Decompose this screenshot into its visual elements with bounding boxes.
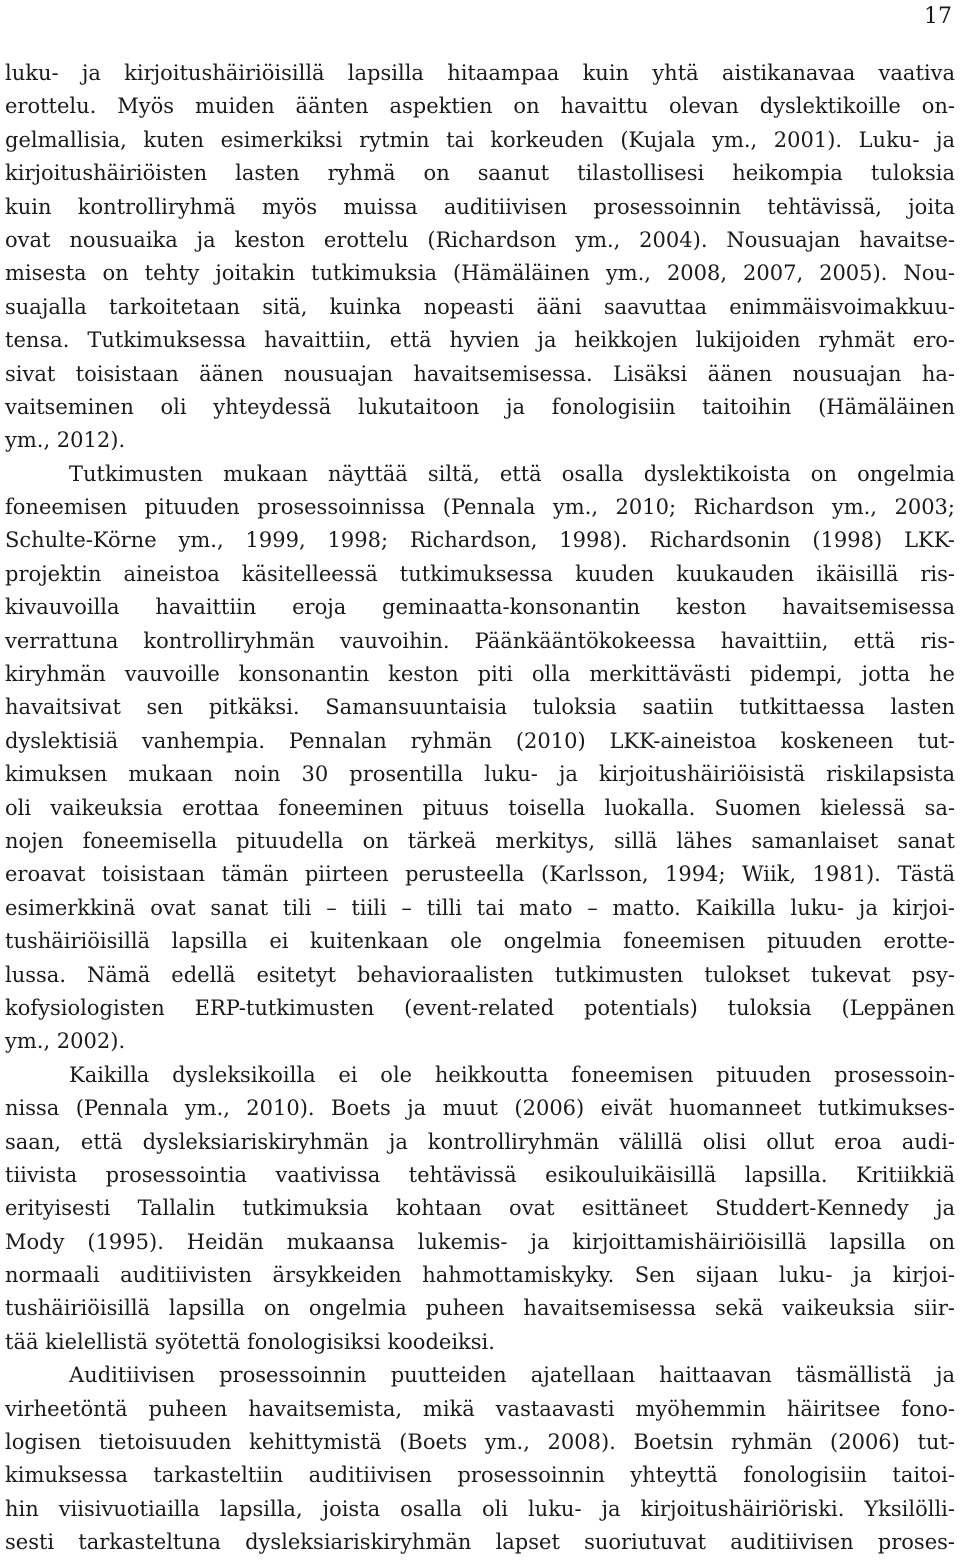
text-line: kiryhmän vauvoille konsonantin keston piti olla merkittävästi pidempi, jotta he [5,662,955,687]
text-line: Schulte-Körne ym., 1999, 1998; Richardson, 1998). Richardsonin (1998) LKK- [5,528,955,553]
text-line: luku- ja kirjoitushäiriöisillä lapsilla hitaampaa kuin yhtä aistikanavaa vaativa [5,61,955,85]
text-line: Auditiivisen prosessoinnin puutteiden ajatellaan haittaavan täsmällistä ja [69,1363,955,1388]
text-line: verrattuna kontrolliryhmän vauvoihin. Päänkääntökokeessa havaittiin, että ris- [5,628,955,653]
text-line: sesti tarkasteltuna dysleksiariskiryhmän lapset suoriutuvat auditiivisen proses- [5,1530,955,1555]
text-line: eroavat toisistaan tämän piirteen perusteella (Karlsson, 1994; Wiik, 1981). Tästä [5,862,955,887]
text-line: lussa. Nämä edellä esitetyt behavioraalisten tutkimusten tulokset tukevat psy- [5,962,955,987]
text-line: foneemisen pituuden prosessoinnissa (Pennala ym., 2010; Richardson ym., 2003; [5,495,955,520]
text-line: gelmallisia, kuten esimerkiksi rytmin tai korkeuden (Kujala ym., 2001). Luku- ja [5,127,955,152]
text-line: nojen foneemisella pituudella on tärkeä merkitys, sillä lähes samanlaiset sanat [5,828,955,853]
text-line: misesta on tehty joitakin tutkimuksia (Hämäläinen ym., 2008, 2007, 2005). Nou- [5,261,955,286]
text-line: tushäiriöisillä lapsilla ei kuitenkaan ole ongelmia foneemisen pituuden erotte- [5,929,955,954]
text-line: ym., 2002). [5,1029,126,1054]
text-line: kofysiologisten ERP-tutkimusten (event-related potentials) tuloksia (Leppänen [5,995,955,1020]
text-line: ym., 2012). [5,428,126,453]
text-line: kirjoitushäiriöisten lasten ryhmä on saanut tilastollisesi heikompia tuloksia [5,161,955,186]
text-line: hin viisivuotiailla lapsilla, joista osalla oli luku- ja kirjoitushäiriöriski. Yksilölli- [5,1496,955,1521]
text-line: tiivista prosessointia vaativissa tehtävissä esikouluikäisillä lapsilla. Kritiikkiä [5,1162,955,1187]
text-line: Kaikilla dysleksikoilla ei ole heikkoutta foneemisen pituuden prosessoin- [69,1062,955,1087]
text-line: logisen tietoisuuden kehittymistä (Boets ym., 2008). Boetsin ryhmän (2006) tut- [5,1430,955,1455]
text-line: tää kielellistä syötettä fonologisiksi koodeiksi. [5,1329,495,1354]
text-line: erottelu. Myös muiden äänten aspektien on havaittu olevan dyslektikoille on- [5,94,955,119]
text-line: Mody (1995). Heidän mukaansa lukemis- ja kirjoittamishäiriöisillä lapsilla on [5,1229,955,1254]
text-line: tushäiriöisillä lapsilla on ongelmia puheen havaitsemisessa sekä vaikeuksia siir- [5,1296,955,1321]
text-line: tensa. Tutkimuksessa havaittiin, että hyvien ja heikkojen lukijoiden ryhmät ero- [5,328,955,353]
text-line: erityisesti Tallalin tutkimuksia kohtaan ovat esittäneet Studdert-Kennedy ja [5,1196,955,1221]
text-line: vaitseminen oli yhteydessä lukutaitoon ja fonologisiin taitoihin (Hämäläinen [5,394,955,419]
text-line: ovat nousuaika ja keston erottelu (Richardson ym., 2004). Nousuajan havaitse- [5,227,955,252]
text-line: saan, että dysleksiariskiryhmän ja kontrolliryhmän välillä olisi ollut eroa audi- [5,1129,955,1154]
text-line: projektin aineistoa käsitelleessä tutkimuksessa kuuden kuukauden ikäisillä ris- [5,561,955,586]
text-line: kimuksessa tarkasteltiin auditiivisen prosessoinnin yhteyttä fonologisiin taitoi- [5,1463,955,1488]
text-line: havaitsivat sen pitkäksi. Samansuuntaisia tuloksia saatiin tutkittaessa lasten [5,695,955,720]
text-line: suajalla tarkoitetaan sitä, kuinka nopeasti ääni saavuttaa enimmäisvoimakkuu- [5,294,955,319]
text-line: nissa (Pennala ym., 2010). Boets ja muut (2006) eivät huomanneet tutkimukses- [5,1096,955,1121]
text-line: kimuksen mukaan noin 30 prosentilla luku- ja kirjoitushäiriöisistä riskilapsista [5,762,955,787]
text-line: dyslektisiä vanhempia. Pennalan ryhmän (2010) LKK-aineistoa koskeneen tut- [5,728,955,753]
body-text [5,57,955,1560]
text-line: oli vaikeuksia erottaa foneeminen pituus toisella luokalla. Suomen kielessä sa- [5,795,955,820]
page-number: 17 [924,4,952,29]
text-line: Tutkimusten mukaan näyttää siltä, että osalla dyslektikoista on ongelmia [69,461,955,486]
text-line: kivauvoilla havaittiin eroja geminaatta-konsonantin keston havaitsemisessa [5,595,955,620]
text-line: kuin kontrolliryhmä myös muissa auditiivisen prosessoinnin tehtävissä, joita [5,194,955,219]
text-line: normaali auditiivisten ärsykkeiden hahmottamiskyky. Sen sijaan luku- ja kirjoi- [5,1263,955,1288]
text-line: sivat toisistaan äänen nousuajan havaitsemisessa. Lisäksi äänen nousuajan ha- [5,361,955,386]
text-line: esimerkkinä ovat sanat tili – tiili – tilli tai mato – matto. Kaikilla luku- ja kirjoi- [5,895,955,920]
text-line: virheetöntä puheen havaitsemista, mikä vastaavasti myöhemmin häiritsee fono- [5,1396,955,1421]
